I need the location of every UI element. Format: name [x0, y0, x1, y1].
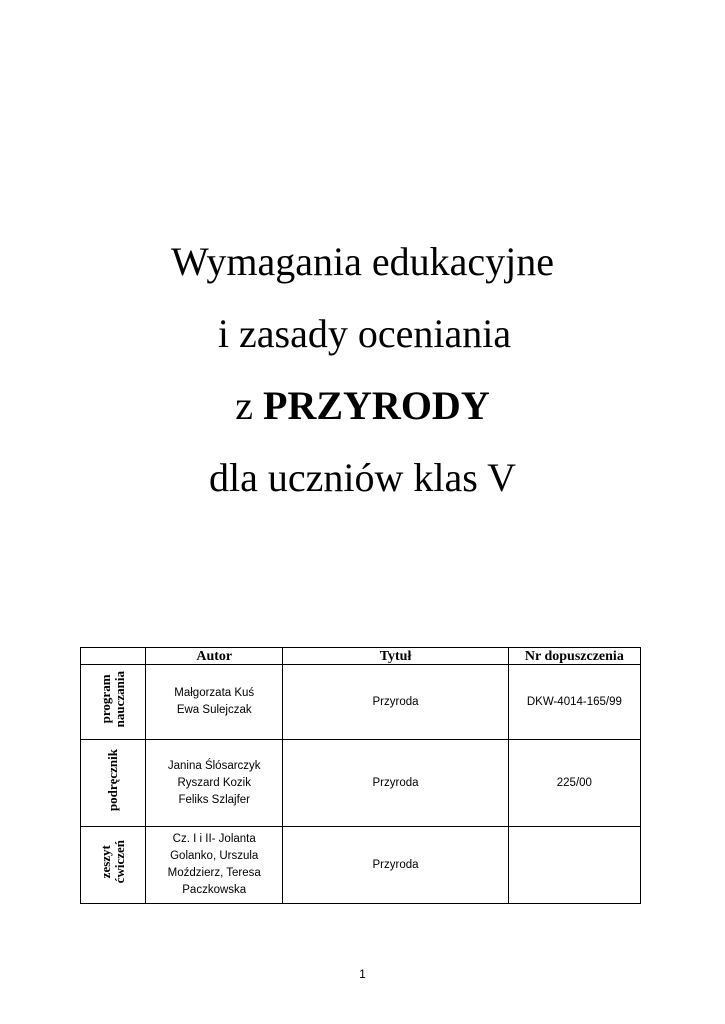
author-line: Paczkowska — [182, 884, 247, 896]
autor-cell — [146, 740, 283, 827]
title-line-4: dla uczniów klas V — [209, 455, 516, 500]
row-label-line: podręcznik — [105, 748, 121, 812]
row-label-line: program — [98, 674, 114, 724]
title-line-2: i zasady oceniania — [217, 311, 512, 356]
title-subject: PRZYRODY — [263, 383, 490, 428]
header-label-cell — [81, 648, 146, 665]
row-label-podrecznik — [81, 740, 146, 827]
row-label-zeszyt-cwiczen — [81, 827, 146, 904]
table-header-row — [81, 648, 641, 665]
author-line: Feliks Szlajfer — [178, 793, 251, 806]
header-nr-dopuszczenia: Nr dopuszczenia — [508, 648, 640, 665]
title-line-3 — [0, 370, 725, 442]
title-line-3-prefix: z — [235, 383, 264, 428]
author-line: Małgorzata Kuś — [174, 687, 255, 699]
author-line: Moździerz, Teresa — [167, 867, 261, 879]
author-line: Janina Ślósarczyk — [167, 759, 261, 772]
row-label-line: zeszyt — [98, 845, 114, 879]
table-row — [81, 665, 641, 740]
author-line: Golanko, Urszula — [170, 850, 259, 862]
tytul-cell: Przyroda — [283, 740, 508, 827]
materials-table — [80, 647, 641, 904]
autor-cell — [146, 827, 283, 904]
header-tytul: Tytuł — [283, 648, 508, 665]
title-line-1: Wymagania edukacyjne — [171, 239, 554, 284]
nr-dopuszczenia-cell: DKW-4014-165/99 — [508, 665, 640, 740]
tytul-cell: Przyroda — [283, 827, 508, 904]
nr-dopuszczenia-cell: 225/00 — [508, 740, 640, 827]
table-row — [81, 740, 641, 827]
author-line: Ewa Sulejczak — [176, 704, 252, 716]
row-label-line: ćwiczeń — [112, 840, 128, 884]
document-title — [0, 226, 725, 514]
page-number: 1 — [359, 967, 366, 981]
table-row — [81, 827, 641, 904]
header-autor: Autor — [146, 648, 283, 665]
author-line: Cz. I i II- Jolanta — [172, 833, 256, 845]
row-label-program-nauczania — [81, 665, 146, 740]
autor-cell — [146, 665, 283, 740]
tytul-cell: Przyroda — [283, 665, 508, 740]
nr-dopuszczenia-cell — [508, 827, 640, 904]
row-label-line: nauczania — [112, 670, 128, 728]
author-line: Ryszard Kozik — [177, 776, 251, 789]
